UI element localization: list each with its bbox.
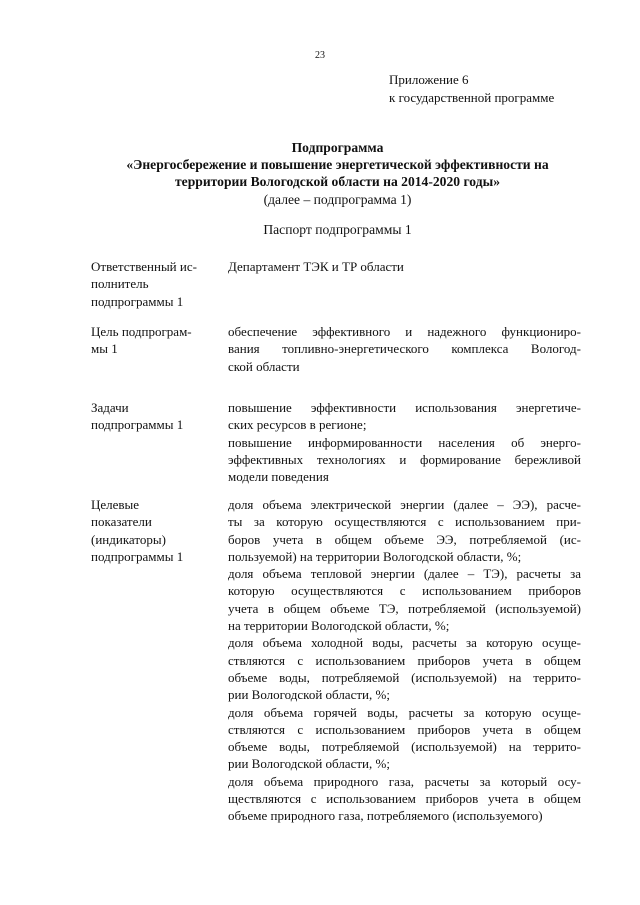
value-paragraph bbox=[228, 258, 581, 275]
appendix-line: к государственной программе bbox=[389, 90, 555, 105]
row-label-line: Цель подпрограм- bbox=[91, 324, 192, 339]
title-line: Подпрограмма bbox=[291, 140, 384, 155]
value-line: повышение эффективности использования энергетиче- bbox=[228, 400, 581, 415]
subprogram-title bbox=[60, 139, 615, 208]
passport-heading: Паспорт подпрограммы 1 bbox=[263, 222, 412, 237]
row-label-line: показатели bbox=[91, 514, 152, 530]
value-line: ществляются с использованием приборов учета в общем bbox=[228, 791, 581, 807]
value-line: доля объема горячей воды, расчеты за которую осуще- bbox=[228, 704, 581, 720]
row-label-line: Ответственный ис- bbox=[91, 259, 197, 274]
value-line: Департамент ТЭК и ТР области bbox=[228, 259, 404, 274]
row-label bbox=[91, 496, 216, 565]
value-paragraph bbox=[228, 773, 581, 825]
row-value bbox=[228, 399, 581, 485]
value-line: ских ресурсов в регионе; bbox=[228, 417, 367, 433]
value-line: доля объема электрической энергии (далее – ЭЭ), расче- bbox=[228, 497, 581, 512]
value-paragraph bbox=[228, 434, 581, 486]
row-value bbox=[228, 258, 581, 275]
value-paragraph bbox=[228, 496, 581, 565]
value-line: ствляются с использованием приборов учета в общем bbox=[228, 652, 581, 668]
value-line: ствляются с использованием приборов учета в общем bbox=[228, 721, 581, 737]
value-line: объеме воды, потребляемой (используемой) на террито- bbox=[228, 739, 581, 755]
row-label-line: полнитель bbox=[91, 276, 149, 292]
value-line: эффективных технологиях и формирование бережливой bbox=[228, 451, 581, 467]
value-line: пользуемой) на территории Вологодской области, %; bbox=[228, 548, 522, 564]
row-label bbox=[91, 323, 216, 358]
value-line: рии Вологодской области, %; bbox=[228, 756, 390, 772]
row-label-line: подпрограммы 1 bbox=[91, 548, 184, 564]
title-line: «Энергосбережение и повышение энергетической эффективности на bbox=[126, 157, 549, 172]
value-paragraph bbox=[228, 565, 581, 634]
value-line: учета в общем объеме ТЭ, потребляемой (используемой) bbox=[228, 600, 581, 616]
row-label-line: Задачи bbox=[91, 400, 129, 415]
value-line: модели поведения bbox=[228, 469, 329, 485]
value-line: доля объема холодной воды, расчеты за которую осуще- bbox=[228, 635, 581, 651]
page-number: 23 bbox=[315, 50, 325, 61]
row-label-line: подпрограммы 1 bbox=[91, 417, 184, 433]
value-line: обеспечение эффективного и надежного функциониро- bbox=[228, 324, 581, 339]
row-value bbox=[228, 496, 581, 825]
value-line: вания топливно-энергетического комплекса Вологод- bbox=[228, 341, 581, 357]
row-label-line: (индикаторы) bbox=[91, 531, 166, 547]
value-paragraph bbox=[228, 704, 581, 773]
value-line: боров учета в общем объеме ЭЭ, потребляемой (ис- bbox=[228, 531, 581, 547]
value-line: доля объема природного газа, расчеты за который осу- bbox=[228, 773, 581, 789]
row-label-line: Целевые bbox=[91, 497, 140, 512]
value-line: на территории Вологодской области, %; bbox=[228, 618, 450, 634]
row-label-line: подпрограммы 1 bbox=[91, 293, 184, 309]
row-label-line: мы 1 bbox=[91, 341, 118, 357]
value-line: ты за которую осуществляются с использованием при- bbox=[228, 514, 581, 530]
title-note: (далее – подпрограмма 1) bbox=[263, 192, 412, 207]
row-label bbox=[91, 258, 216, 310]
appendix-note bbox=[389, 71, 554, 107]
value-paragraph bbox=[228, 634, 581, 703]
value-line: объеме воды, потребляемой (используемой) на террито- bbox=[228, 669, 581, 685]
value-line: повышение информированности населения об энерго- bbox=[228, 434, 581, 450]
value-paragraph bbox=[228, 399, 581, 434]
title-line: территории Вологодской области на 2014-2020 годы» bbox=[175, 174, 500, 189]
value-line: рии Вологодской области, %; bbox=[228, 687, 390, 703]
row-value bbox=[228, 323, 581, 375]
value-line: доля объема тепловой энергии (далее – ТЭ), расчеты за bbox=[228, 566, 581, 582]
value-paragraph bbox=[228, 323, 581, 375]
value-line: ской области bbox=[228, 358, 300, 374]
row-label bbox=[91, 399, 216, 434]
appendix-line: Приложение 6 bbox=[389, 72, 469, 87]
value-line: объеме природного газа, потребляемого (используемого) bbox=[228, 808, 543, 824]
value-line: которую осуществляются с использованием приборов bbox=[228, 583, 581, 599]
